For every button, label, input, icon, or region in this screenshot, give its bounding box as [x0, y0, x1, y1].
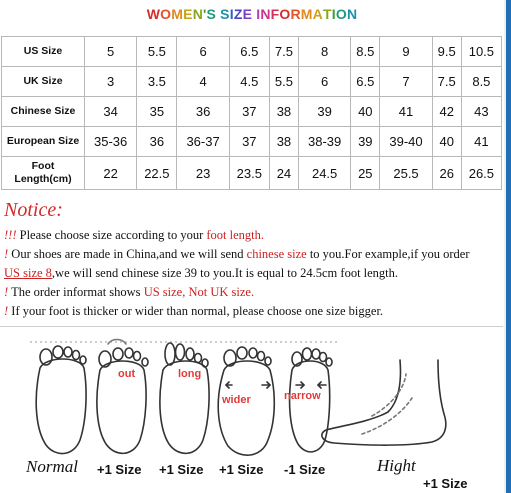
title-letter: ' [203, 6, 207, 22]
table-cell: 41 [380, 97, 432, 127]
caption-minus1-narrow: -1 Size [284, 462, 326, 477]
table-cell: 7 [380, 67, 432, 97]
table-cell: 38 [269, 127, 298, 157]
notice-heading: Notice: [4, 199, 63, 221]
row-label-european: European Size [2, 127, 85, 157]
table-cell: 8.5 [351, 37, 380, 67]
table-cell: 25 [351, 157, 380, 190]
title-letter: W [146, 6, 161, 22]
table-row [2, 67, 502, 97]
title-letter: S [206, 6, 217, 22]
notice-text: ,we will send chinese size 39 to you.It is equal to 24.5cm foot length. [51, 266, 399, 280]
caption-plus1-long: +1 Size [159, 462, 204, 477]
title-letter: Z [233, 6, 243, 22]
notice-line [4, 246, 504, 262]
caption-normal: Normal [26, 457, 78, 476]
table-cell: 39-40 [380, 127, 432, 157]
table-cell: 34 [85, 97, 137, 127]
table-cell: 22 [85, 157, 137, 190]
notice-text: to you.For example,if you order [306, 247, 470, 261]
notice-text: Please choose size according to your [16, 228, 207, 242]
table-row [2, 127, 502, 157]
normal-foot-icon [36, 346, 86, 454]
notice-prefix: ! [4, 247, 9, 261]
notice-prefix: ! [4, 285, 9, 299]
caption-plus1-out: +1 Size [97, 462, 142, 477]
table-cell: 24.5 [298, 157, 350, 190]
table-cell: 6.5 [229, 37, 269, 67]
table-row [2, 157, 502, 190]
title-letter: N [260, 6, 271, 22]
notice-highlight: chinese size [246, 247, 307, 261]
long-toe-foot-icon [160, 343, 209, 453]
notice-text: Our shoes are made in China,and we will send [8, 247, 247, 261]
notice-highlight: foot length. [206, 228, 265, 242]
row-label-uk: UK Size [2, 67, 85, 97]
caption-plus1-hight: +1 Size [423, 476, 468, 491]
table-cell: 35 [137, 97, 177, 127]
table-cell: 38 [269, 97, 298, 127]
table-cell: 5.5 [269, 67, 298, 97]
table-cell: 9 [380, 37, 432, 67]
table-cell: 4.5 [229, 67, 269, 97]
table-cell: 8.5 [461, 67, 501, 97]
notice-highlight: US size [143, 285, 183, 299]
table-cell: 39 [298, 97, 350, 127]
title-letter: A [312, 6, 323, 22]
table-cell: 36 [177, 97, 229, 127]
foot-label-wider: wider [222, 394, 251, 406]
wide-toe-foot-icon [97, 340, 148, 454]
divider [0, 326, 503, 327]
table-cell: 35-36 [85, 127, 137, 157]
title-letter: M [171, 6, 184, 22]
table-cell: 25.5 [380, 157, 432, 190]
table-cell: 37 [229, 97, 269, 127]
table-cell: 24 [269, 157, 298, 190]
title-letter: O [160, 6, 172, 22]
title-letter: I [256, 6, 261, 22]
title-letter: E [183, 6, 193, 22]
title-letter: I [229, 6, 234, 22]
table-cell: 7.5 [432, 67, 461, 97]
title-letter: N [192, 6, 203, 22]
foot-label-out: out [118, 368, 136, 380]
title-letter: S [220, 6, 230, 22]
notice-highlight: Not UK size. [188, 285, 255, 299]
table-cell: 5.5 [137, 37, 177, 67]
table-cell: 38-39 [298, 127, 350, 157]
table-cell: 6 [298, 67, 350, 97]
table-cell: 9.5 [432, 37, 461, 67]
table-row [2, 97, 502, 127]
notice-text: The order informat shows [8, 285, 144, 299]
table-cell: 40 [351, 97, 380, 127]
foot-label-narrow: narrow [284, 390, 321, 402]
table-cell: 41 [461, 127, 501, 157]
size-table [1, 36, 502, 190]
table-cell: 26 [432, 157, 461, 190]
notice-line [4, 303, 504, 319]
title-letter: O [279, 6, 291, 22]
row-label-foot-length [2, 157, 85, 190]
title-letter: F [270, 6, 280, 22]
title-letter: O [335, 6, 347, 22]
table-cell: 43 [461, 97, 501, 127]
table-cell: 3 [85, 67, 137, 97]
notice-prefix: ! [4, 304, 9, 318]
table-cell: 8 [298, 37, 350, 67]
title-letter: I [331, 6, 336, 22]
table-cell: 26.5 [461, 157, 501, 190]
table-cell: 5 [85, 37, 137, 67]
notice-prefix: !!! [4, 228, 17, 242]
notice-highlight: US size 8 [4, 266, 52, 280]
table-cell: 22.5 [137, 157, 177, 190]
title-letter: E [242, 6, 253, 22]
table-cell: 36 [137, 127, 177, 157]
notice-line [4, 227, 504, 243]
table-cell: 23.5 [229, 157, 269, 190]
edge-bar [506, 0, 511, 493]
table-cell: 6 [177, 37, 229, 67]
foot-label-long: long [178, 368, 202, 380]
table-cell: 37 [229, 127, 269, 157]
table-cell: 3.5 [137, 67, 177, 97]
table-row [2, 37, 502, 67]
table-cell: 40 [432, 127, 461, 157]
row-label-line: Foot [31, 160, 55, 172]
caption-plus1-wider: +1 Size [219, 462, 264, 477]
title-letter: R [290, 6, 301, 22]
title-letter: M [300, 6, 313, 22]
row-label-chinese: Chinese Size [2, 97, 85, 127]
table-cell: 10.5 [461, 37, 501, 67]
notice-line [4, 284, 504, 300]
notice-line [4, 265, 504, 281]
table-cell: 23 [177, 157, 229, 190]
size-chart-title [0, 6, 504, 28]
table-cell: 7.5 [269, 37, 298, 67]
title-letter: N [346, 6, 358, 22]
row-label-us: US Size [2, 37, 85, 67]
notice-text: If your foot is thicker or wider than normal, please choose one size bigger. [8, 304, 384, 318]
caption-hight: Hight [377, 456, 416, 475]
high-instep-foot-icon [322, 360, 446, 445]
row-label-line: Length(cm) [14, 173, 72, 185]
table-cell: 4 [177, 67, 229, 97]
table-cell: 39 [351, 127, 380, 157]
table-cell: 6.5 [351, 67, 380, 97]
table-cell: 42 [432, 97, 461, 127]
title-letter: T [322, 6, 332, 22]
notice-text: , [182, 285, 189, 299]
table-cell: 36-37 [177, 127, 229, 157]
